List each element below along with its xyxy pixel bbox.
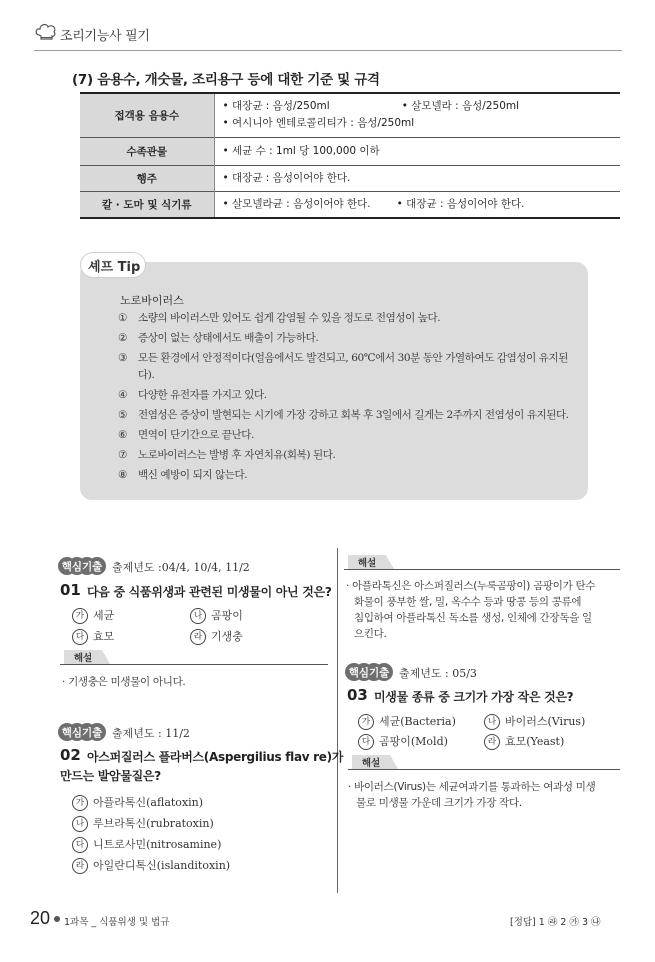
svg-text:해설: 해설 [73,653,93,664]
answer-option[interactable]: 가 세균(Bacteria) [358,713,456,730]
criterion: • 대장균 : 음성이어야 한다. [396,197,525,210]
answer-option[interactable]: 라 효모(Yeast) [484,733,564,750]
answer-option[interactable]: 라 아일란디톡신(islanditoxin) [72,857,230,874]
answer-option[interactable]: 다 곰팡이(Mold) [358,733,448,750]
header-title: 조리기능사 필기 [60,29,150,44]
question-number: 03 [347,686,368,704]
question-number: 01 [60,581,81,599]
row-label: 접객용 음용수 [80,93,214,137]
section-title: (7) 음용수, 개숫물, 조리용구 등에 대한 기준 및 규격 [72,72,380,88]
answer-option[interactable]: 다 니트로사민(nitrosamine) [72,836,221,853]
criterion: • 대장균 : 음성/250ml [222,100,330,113]
criterion: • 살모넬라 : 음성/250ml [401,100,520,113]
svg-text:핵심기출: 핵심기출 [348,667,390,679]
list-item: ④ 다양한 유전자를 가지고 있다. [118,389,267,401]
question-year: 출제년도 : 11/2 [112,727,190,740]
answer-option[interactable]: 가 아플라톡신(aflatoxin) [72,794,203,811]
header-divider [34,50,622,51]
chef-hat-icon [34,22,58,42]
table-row [80,191,620,218]
solution-divider [60,664,328,665]
svg-text:핵심기출: 핵심기출 [61,561,103,573]
list-item: ⑧ 백신 예방이 되지 않는다. [118,469,248,481]
table-row [80,137,620,165]
tip-title: 노로바이러스 [120,294,184,307]
svg-text:핵심기출: 핵심기출 [61,727,103,739]
question-year: 출제년도 : 05/3 [399,667,477,680]
page-number: 20 [30,908,51,928]
question-text: 다음 중 식품위생과 관련된 미생물이 아닌 것은? [87,585,332,599]
question-text: 만드는 발암물질은? [60,769,161,783]
solution-text: · 바이러스(Virus)는 세균여과기를 통과하는 여과성 미생 물로 미생물 가운데 크기가 가장 작다. [348,781,596,809]
answer-option[interactable]: 라 기생충 [190,628,243,645]
row-label: 행주 [80,165,214,191]
criterion: • 살모넬라균 : 음성이어야 한다. [222,197,371,210]
answer-key: [정답] 1 ㉱ 2 ㉮ 3 ㉯ [510,917,601,928]
row-label: 수족관물 [80,137,214,165]
key-question-badge [58,723,106,741]
table-row [80,93,620,137]
solution-divider [348,769,620,770]
list-item: ⑦ 노로바이러스는 발병 후 자연치유(회복) 된다. [118,449,336,461]
chef-tip-label: 셰프 Tip [88,260,141,275]
row-value [214,93,620,137]
criterion: • 여시니아 엔테로콜리티가 : 음성/250ml [222,117,415,130]
criterion: • 대장균 : 음성이어야 한다. [222,171,351,184]
answer-option[interactable]: 가 세균 [72,607,114,624]
svg-text:해설: 해설 [361,758,381,769]
answer-option[interactable]: 다 효모 [72,628,114,645]
solution-text: · 기생충은 미생물이 아니다. [62,676,186,688]
answer-option[interactable]: 나 루브라톡신(rubratoxin) [72,815,214,832]
answer-option[interactable]: 나 곰팡이 [190,607,243,624]
list-item: ③ 모든 환경에서 안정적이다(얼음에서도 발견되고, 60℃에서 30분 동안 가열하여도 감염성이 유지된다). [118,352,569,381]
key-question-badge [58,557,106,575]
solution-text: · 아플라톡신은 아스퍼질러스(누룩곰팡이) 곰팡이가 탄수 화물이 풍부한 쌀, 밀, 옥수수 등과 땅콩 등의 콩류에 침입하여 아플라톡신 독소를 생성, 인체에 간장독을 일 으킨다. [346,580,596,640]
standards-table [80,92,620,219]
answer-option[interactable]: 나 바이러스(Virus) [484,713,585,730]
list-item: ⑤ 전염성은 증상이 발현되는 시기에 가장 강하고 회복 후 3일에서 길게는 2주까지 전염성이 유지된다. [118,409,569,421]
criterion: • 세균 수 : 1ml 당 100,000 이하 [222,144,380,157]
question-number: 02 [60,746,81,764]
column-divider [337,548,338,893]
row-value [214,137,620,165]
page-dot-icon [54,916,60,922]
page-subject: 1과목 _ 식품위생 및 법규 [64,917,170,928]
solution-divider [344,569,620,570]
question-year: 출제년도 :04/4, 10/4, 11/2 [112,561,250,574]
list-item: ② 증상이 없는 상태에서도 배출이 가능하다. [118,332,319,344]
key-question-badge [345,663,393,681]
row-value [214,191,620,218]
row-label: 칼 · 도마 및 식기류 [80,191,214,218]
table-row [80,165,620,191]
list-item: ⑥ 면역이 단기간으로 끝난다. [118,429,254,441]
svg-text:해설: 해설 [357,558,377,569]
question-text: 아스퍼질러스 플라버스(Aspergilius flav re)가 [87,750,344,764]
list-item: ① 소량의 바이러스만 있어도 쉽게 감염될 수 있을 정도로 전염성이 높다. [118,312,441,324]
tip-list [118,310,578,487]
row-value [214,165,620,191]
question-text: 미생물 종류 중 크기가 가장 작은 것은? [374,690,574,704]
